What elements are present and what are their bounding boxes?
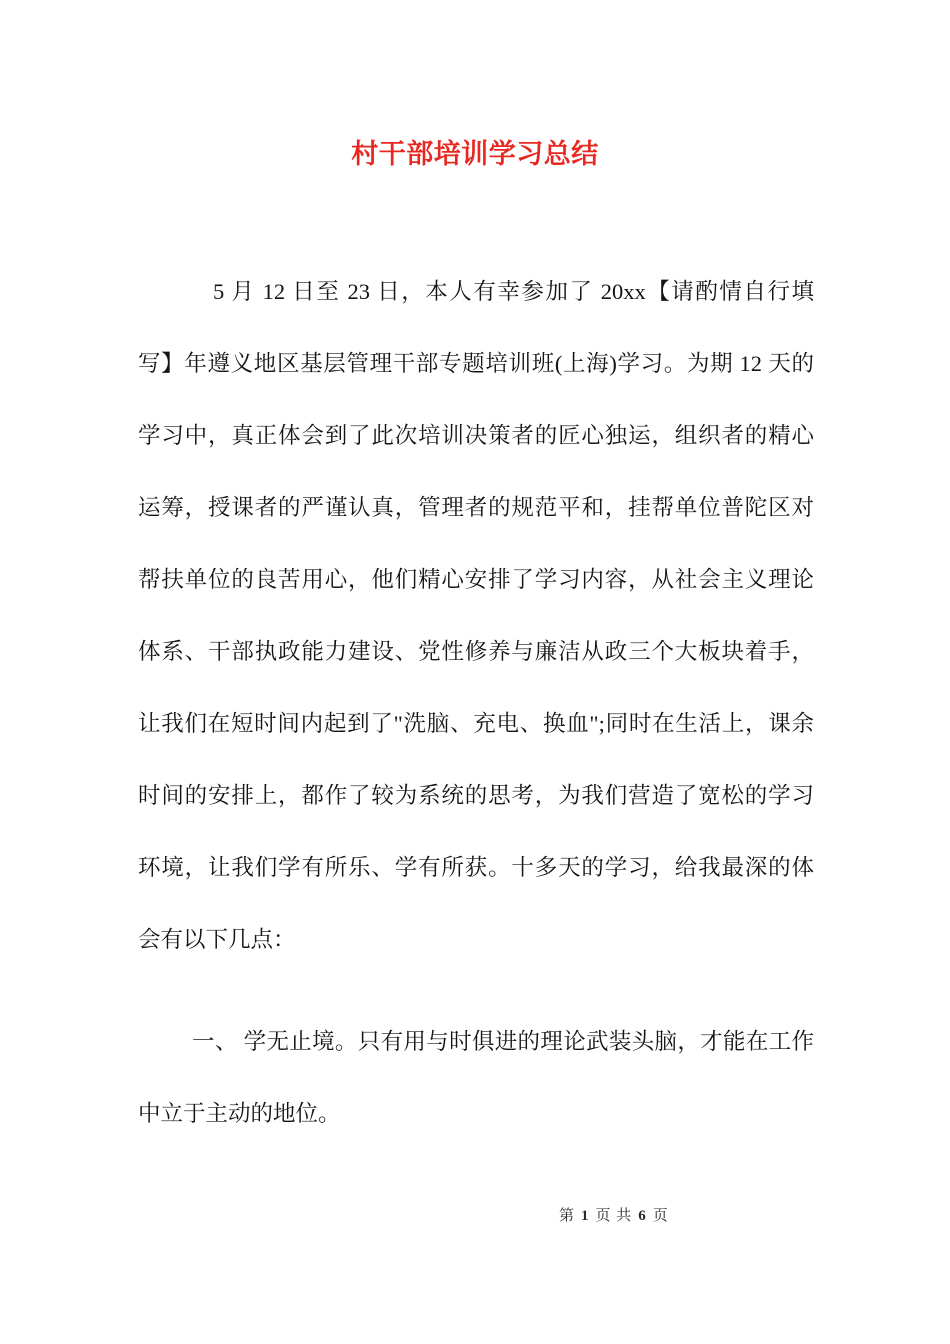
body-text-line: 中立于主动的地位。: [138, 1101, 341, 1126]
body-text-line: 会有以下几点：: [138, 927, 296, 952]
document-body: [138, 277, 814, 1171]
body-text-line: 帮扶单位的良苦用心，他们精心安排了学习内容，从社会主义理论: [138, 567, 814, 592]
body-text-line: 写】年遵义地区基层管理干部专题培训班(上海)学习。为期 12 天的: [138, 351, 814, 376]
footer-total-pages: 6: [638, 1208, 647, 1224]
body-text-line: 学习中，真正体会到了此次培训决策者的匠心独运，组织者的精心: [138, 423, 814, 448]
footer-middle-label: 页 共: [595, 1208, 633, 1224]
footer-page-number: 1: [581, 1208, 590, 1224]
body-text-line: 运筹，授课者的严谨认真，管理者的规范平和，挂帮单位普陀区对: [138, 495, 814, 520]
body-text-line: 5 月 12 日至 23 日，本人有幸参加了 20xx【请酌情自行填: [213, 279, 814, 304]
footer-prefix-label: 第: [559, 1208, 576, 1224]
body-text-line: 一、 学无止境。只有用与时俱进的理论武装头脑，才能在工作: [192, 1029, 814, 1054]
body-text-line: 体系、干部执政能力建设、党性修养与廉洁从政三个大板块着手，: [138, 639, 814, 664]
body-text-line: 环境，让我们学有所乐、学有所获。十多天的学习，给我最深的体: [138, 855, 814, 880]
footer-suffix-label: 页: [652, 1208, 669, 1224]
body-text-line: 时间的安排上，都作了较为系统的思考，为我们营造了宽松的学习: [138, 783, 814, 808]
body-text-line: 让我们在短时间内起到了"洗脑、充电、换血";同时在生活上，课余: [138, 711, 814, 736]
document-title: 村干部培训学习总结: [351, 139, 599, 169]
page-footer: [556, 1204, 672, 1225]
